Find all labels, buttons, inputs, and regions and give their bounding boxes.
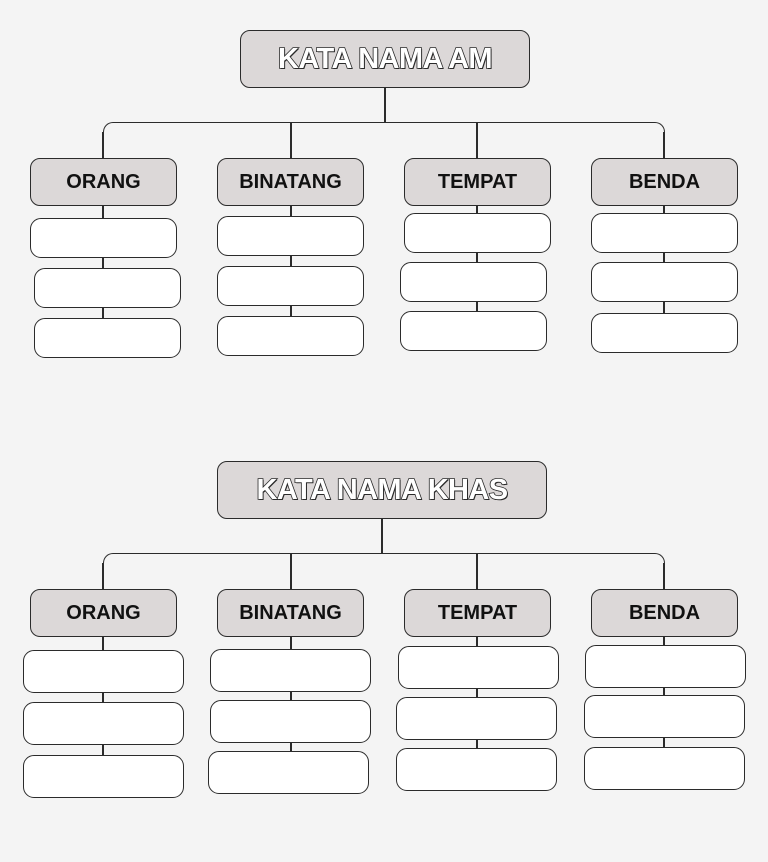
- kata-nama-khas-orang-answer-box[interactable]: [23, 755, 184, 798]
- kata-nama-am-title: KATA NAMA AM: [240, 30, 530, 88]
- kata-nama-am-orang-answer-box[interactable]: [34, 268, 181, 308]
- kata-nama-khas-drop-line-tempat: [476, 553, 477, 590]
- kata-nama-am-orang-answer-box[interactable]: [34, 318, 181, 358]
- kata-nama-khas-category-benda: BENDA: [591, 589, 738, 637]
- kata-nama-am-orang-answer-box[interactable]: [30, 218, 177, 258]
- kata-nama-am-drop-line-binatang: [290, 122, 291, 159]
- kata-nama-khas-branch-corner-left: [103, 553, 114, 564]
- kata-nama-khas-category-orang: ORANG: [30, 589, 177, 637]
- kata-nama-khas-drop-line-orang: [102, 563, 103, 590]
- kata-nama-am-tempat-answer-box[interactable]: [404, 213, 551, 253]
- kata-nama-am-category-orang: ORANG: [30, 158, 177, 206]
- kata-nama-khas-title: KATA NAMA KHAS: [217, 461, 547, 519]
- kata-nama-am-tempat-answer-box[interactable]: [400, 262, 547, 302]
- kata-nama-am-branch-line: [113, 122, 654, 123]
- kata-nama-am-binatang-answer-box[interactable]: [217, 216, 364, 256]
- kata-nama-khas-branch-line: [113, 553, 654, 554]
- kata-nama-khas-stem-line: [381, 518, 382, 554]
- kata-nama-khas-benda-answer-box[interactable]: [585, 645, 746, 688]
- kata-nama-khas-tempat-answer-box[interactable]: [398, 646, 559, 689]
- kata-nama-khas-benda-answer-box[interactable]: [584, 695, 745, 738]
- kata-nama-am-benda-answer-box[interactable]: [591, 262, 738, 302]
- kata-nama-khas-binatang-answer-box[interactable]: [210, 649, 371, 692]
- kata-nama-am-drop-line-tempat: [476, 122, 477, 159]
- kata-nama-khas-category-tempat: TEMPAT: [404, 589, 551, 637]
- kata-nama-am-benda-answer-box[interactable]: [591, 213, 738, 253]
- kata-nama-am-tempat-answer-box[interactable]: [400, 311, 547, 351]
- kata-nama-khas-binatang-answer-box[interactable]: [208, 751, 369, 794]
- kata-nama-khas-benda-answer-box[interactable]: [584, 747, 745, 790]
- kata-nama-am-binatang-answer-box[interactable]: [217, 316, 364, 356]
- kata-nama-khas-orang-answer-box[interactable]: [23, 702, 184, 745]
- kata-nama-khas-category-binatang: BINATANG: [217, 589, 364, 637]
- kata-nama-khas-binatang-answer-box[interactable]: [210, 700, 371, 743]
- kata-nama-khas-drop-line-benda: [663, 563, 664, 590]
- kata-nama-am-stem-line: [384, 87, 385, 123]
- kata-nama-am-drop-line-benda: [663, 132, 664, 159]
- kata-nama-khas-drop-line-binatang: [290, 553, 291, 590]
- kata-nama-am-binatang-answer-box[interactable]: [217, 266, 364, 306]
- kata-nama-khas-tempat-answer-box[interactable]: [396, 748, 557, 791]
- kata-nama-am-drop-line-orang: [102, 132, 103, 159]
- kata-nama-am-branch-corner-left: [103, 122, 114, 133]
- kata-nama-am-benda-answer-box[interactable]: [591, 313, 738, 353]
- kata-nama-am-category-binatang: BINATANG: [217, 158, 364, 206]
- kata-nama-am-category-benda: BENDA: [591, 158, 738, 206]
- kata-nama-khas-tempat-answer-box[interactable]: [396, 697, 557, 740]
- kata-nama-am-category-tempat: TEMPAT: [404, 158, 551, 206]
- kata-nama-khas-orang-answer-box[interactable]: [23, 650, 184, 693]
